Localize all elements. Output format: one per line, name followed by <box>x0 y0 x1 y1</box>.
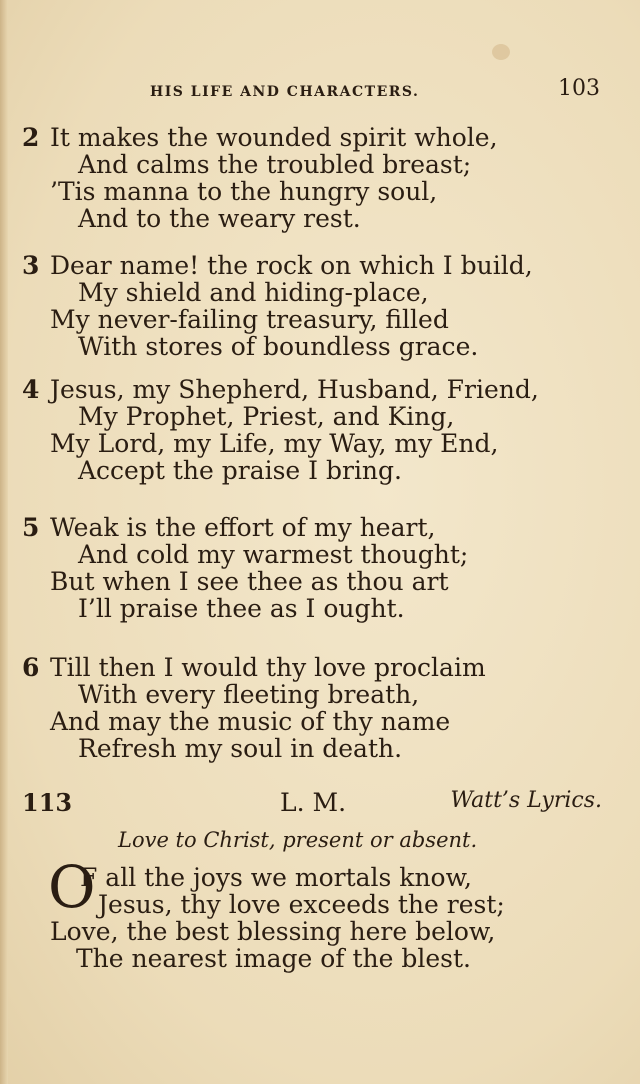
hymn-line: Love, the best blessing here below, <box>50 917 496 946</box>
stanza-line: My Lord, my Life, my Way, my End, <box>50 429 499 458</box>
stanza-line: Weak is the effort of my heart, <box>50 513 436 542</box>
stanza-number: 3 <box>22 251 40 280</box>
hymn-meter: L. M. <box>280 788 347 817</box>
hymn-header <box>22 788 602 822</box>
hymn-subtitle: Love to Christ, present or absent. <box>118 828 478 852</box>
stanza-number: 4 <box>22 375 40 404</box>
stanza-line: My never-failing treasury, filled <box>50 305 449 334</box>
page-spine-edge <box>0 0 8 1084</box>
stanza-line: Dear name! the rock on which I build, <box>50 251 533 280</box>
stanza-line: And may the music of thy name <box>50 707 451 736</box>
stanza-number: 2 <box>22 123 40 152</box>
stanza-2 <box>22 124 498 232</box>
stanza-line: Till then I would thy love proclaim <box>50 653 486 682</box>
stanza-line: And cold my warmest thought; <box>78 540 469 569</box>
hymn-verse <box>50 864 505 972</box>
stanza-number: 6 <box>22 653 40 682</box>
hymn-number: 113 <box>22 788 73 817</box>
stanza-line: With stores of boundless grace. <box>78 332 479 361</box>
stanza-6 <box>22 654 486 762</box>
stanza-line: And calms the troubled breast; <box>78 150 472 179</box>
page-number: 103 <box>558 76 600 101</box>
stanza-line: Jesus, my Shepherd, Husband, Friend, <box>50 375 539 404</box>
hymn-line: Jesus, thy love exceeds the rest; <box>98 890 505 919</box>
running-head: HIS LIFE AND CHARACTERS. <box>150 84 420 100</box>
stanza-number: 5 <box>22 513 40 542</box>
stanza-line: With every fleeting breath, <box>78 680 420 709</box>
paper-stain <box>492 44 510 60</box>
stanza-line: But when I see thee as thou art <box>50 567 449 596</box>
stanza-3 <box>22 252 533 360</box>
drop-cap: O <box>48 853 96 921</box>
stanza-line: And to the weary rest. <box>78 204 361 233</box>
stanza-line: Refresh my soul in death. <box>78 734 403 763</box>
stanza-line: ’Tis manna to the hungry soul, <box>50 177 438 206</box>
stanza-4 <box>22 376 539 484</box>
stanza-line: My shield and hiding-place, <box>78 278 429 307</box>
hymn-line: The nearest image of the blest. <box>76 944 471 973</box>
stanza-line: I’ll praise thee as I ought. <box>78 594 405 623</box>
stanza-5 <box>22 514 468 622</box>
hymn-source: Watt’s Lyrics. <box>450 788 602 813</box>
stanza-line: My Prophet, Priest, and King, <box>78 402 455 431</box>
stanza-line: It makes the wounded spirit whole, <box>50 123 498 152</box>
hymn-line: F all the joys we mortals know, <box>80 863 472 892</box>
stanza-line: Accept the praise I bring. <box>78 456 402 485</box>
